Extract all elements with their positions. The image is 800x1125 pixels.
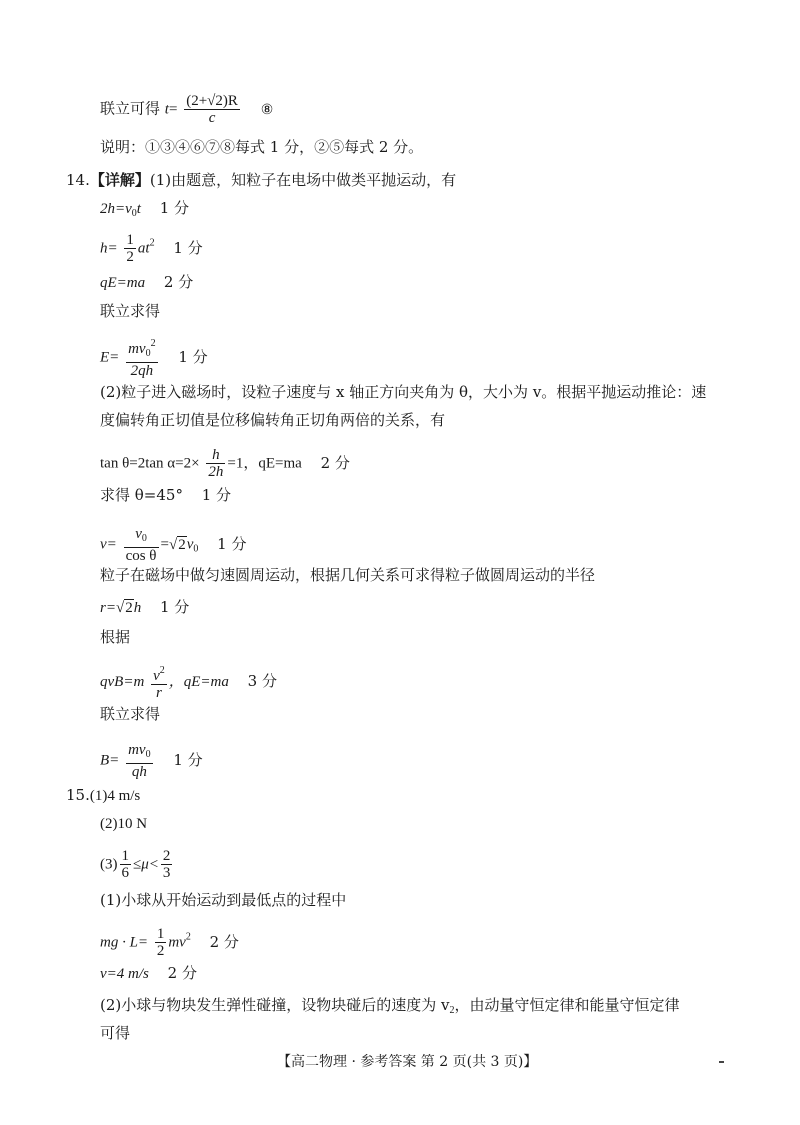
question-15-answer-1: 15.(1)4 m/s: [66, 786, 141, 804]
equation-energy: mg · L= $\frac{1}{2}$ $mv^2$ 2 分: [100, 926, 239, 959]
text-according: 根据: [100, 628, 131, 646]
equation-v-result: v=4 m/s 2 分: [100, 964, 197, 982]
question-15-answer-3: (3) $\frac{1}{6}$ ≤μ< $\frac{2}{3}$: [100, 848, 171, 881]
equation-v: v= $\frac{v_0}{\text{cos θ}}$ $=√2v_0$ 1 分: [100, 526, 247, 564]
paragraph-3-line-1: (2)小球与物块发生弹性碰撞，设物块碰后的速度为 $v_2$，由动量守恒定律和能量守恒定律: [100, 996, 680, 1016]
text-circular-motion: 粒子在磁场中做匀速圆周运动，根据几何关系可求得粒子做圆周运动的半径: [100, 566, 596, 584]
paragraph-3-line-2: 可得: [100, 1024, 131, 1042]
equation-theta: 求得 θ=45° 1 分: [100, 486, 232, 504]
page-footer: 【高二物理 · 参考答案 第 2 页(共 3 页)】: [277, 1054, 538, 1070]
fraction-t: $\frac{(2+√2)R}{c}$: [186, 93, 238, 126]
equation-r: r=√2h 1 分: [100, 598, 190, 616]
paragraph-2-line-2: 度偏转角正切值是位移偏转角正切角两倍的关系，有: [100, 411, 446, 429]
line-combine-t: 联立可得 t= $\frac{(2+√2)R}{c}$ ⑧: [100, 93, 274, 126]
corner-mark: [719, 1061, 724, 1063]
paragraph-2-line-1: (2)粒子进入磁场时，设粒子速度与 x 轴正方向夹角为 θ，大小为 v。根据平抛运动推论：速: [100, 383, 707, 401]
question-15-answer-2: (2)10 N: [100, 816, 148, 832]
equation-qE: qE=ma 2 分: [100, 273, 194, 291]
scoring-note: 说明：①③④⑥⑦⑧每式 1 分，②⑤每式 2 分。: [100, 138, 424, 156]
equation-2h: $2h=v_0t$ 1 分: [100, 199, 190, 219]
equation-B: B= $\frac{mv_0}{qh}$ 1 分: [100, 742, 203, 780]
equation-E: E= $\frac{mv_0^2}{2qh}$ 1 分: [100, 338, 208, 379]
equation-tan: tan θ=2tan α=2× $\frac{h}{2h}$ =1，qE=ma 2 分: [100, 447, 350, 480]
question-14-header: 14.【详解】(1)由题意，知粒子在电场中做类平抛运动，有: [66, 171, 457, 189]
text-ball-motion: (1)小球从开始运动到最低点的过程中: [100, 891, 347, 909]
text-combine-2: 联立求得: [100, 705, 161, 723]
text-combine-1: 联立求得: [100, 302, 161, 320]
equation-h: h= $\frac{1}{2}$ $at^2$ 1 分: [100, 232, 203, 265]
equation-qvB: qvB=m $\frac{v^2}{r}$ ，qE=ma 3 分: [100, 665, 277, 701]
